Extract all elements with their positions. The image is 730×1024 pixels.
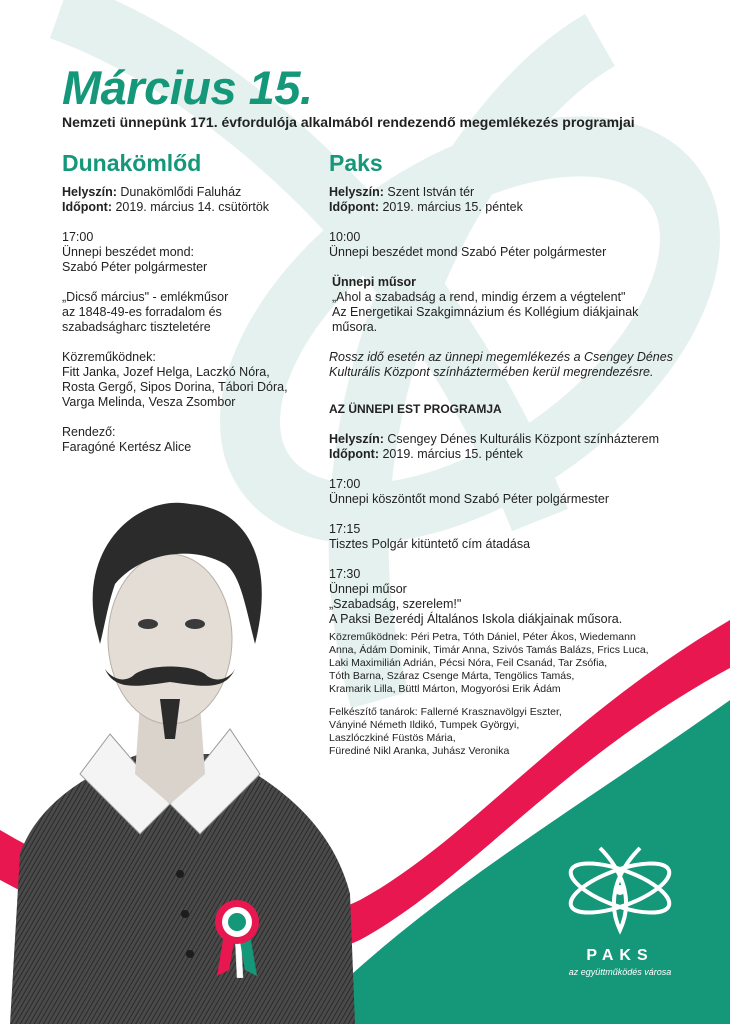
brand-name: PAKS: [586, 947, 654, 964]
left-rendezo-label: Rendező:: [62, 425, 116, 439]
right-helyszin-label: Helyszín:: [329, 185, 384, 199]
est-time1: 17:00: [329, 477, 361, 491]
kozrem-line1: Közreműködnek: Péri Petra, Tóth Dániel, Péter Ákos, Wiedemann: [329, 631, 636, 643]
kozrem-line2: Anna, Ádám Dominik, Timár Anna, Szivós Tamás Balázs, Frics Luca,: [329, 644, 649, 656]
teachers-line1: Felkészítő tanárok: Fallerné Krasznavölgyi Eszter,: [329, 706, 562, 718]
left-kozrem-line2: Rosta Gergő, Sipos Dorina, Tábori Dóra,: [62, 380, 288, 394]
right-heading: Paks: [329, 150, 383, 176]
est-idopont-label: Időpont:: [329, 447, 379, 461]
est-time2-text: Tisztes Polgár kitüntető cím átadása: [329, 537, 531, 551]
teachers-line4: Fürediné Nikl Aranka, Juhász Veronika: [329, 745, 510, 757]
page-subtitle: Nemzeti ünnepünk 171. évfordulója alkalmából rendezendő megemlékezés programjai: [62, 114, 635, 130]
right-musor-line2: Az Energetikai Szakgimnázium és Kollégium diákjainak: [332, 305, 639, 319]
left-kozrem-label: Közreműködnek:: [62, 350, 156, 364]
right-column: [329, 185, 709, 773]
est-time2: 17:15: [329, 522, 361, 536]
est-helyszin-label: Helyszín:: [329, 432, 384, 446]
right-musor-line1: „Ahol a szabadság a rend, mindig érzem a végtelent": [332, 290, 626, 304]
kozrem-line3: Laki Maximilián Adrián, Pécsi Nóra, Feil Csanád, Tar Zsófia,: [329, 657, 608, 669]
right-idopont-label: Időpont:: [329, 200, 379, 214]
right-musor-label: Ünnepi műsor: [332, 275, 417, 289]
left-column: [62, 185, 292, 470]
est-time3-line3: A Paksi Bezerédj Általános Iskola diákjainak műsora.: [329, 612, 623, 626]
rain-note-line2: Kulturális Központ színháztermében kerül megrendezésre.: [329, 365, 654, 379]
rain-note-line1: Rossz idő esetén az ünnepi megemlékezés a Csengey Dénes: [329, 350, 673, 364]
left-kozrem-line3: Varga Melinda, Vesza Zsombor: [62, 395, 236, 409]
petofi-portrait: [0, 474, 360, 1024]
est-time1-text: Ünnepi köszöntőt mond Szabó Péter polgármester: [329, 492, 610, 506]
est-time3: 17:30: [329, 567, 361, 581]
left-helyszin-label: Helyszín:: [62, 185, 117, 199]
right-time: 10:00: [329, 230, 361, 244]
est-time3-line1: Ünnepi műsor: [329, 582, 407, 596]
right-speech: Ünnepi beszédet mond Szabó Péter polgármester: [329, 245, 607, 259]
kozrem-line5: Kramarik Lilla, Büttl Márton, Mogyorósi Erik Ádám: [329, 683, 561, 695]
est-time3-line2: „Szabadság, szerelem!": [329, 597, 462, 611]
est-title: AZ ÜNNEPI EST PROGRAMJA: [329, 402, 502, 416]
left-show-line3: szabadságharc tiszteletére: [62, 320, 211, 334]
teachers-line2: Ványiné Németh Ildikó, Tumpek Györgyi,: [329, 719, 520, 731]
cockade-icon: [211, 898, 263, 978]
kozrem-line4: Tóth Barna, Száraz Csenge Márta, Tengölics Tamás,: [329, 670, 575, 682]
left-idopont-label: Időpont:: [62, 200, 112, 214]
left-heading: Dunakömlőd: [62, 150, 202, 176]
right-helyszin: Szent István tér: [387, 185, 475, 199]
est-idopont: 2019. március 15. péntek: [382, 447, 523, 461]
left-speech-line1: Ünnepi beszédet mond:: [62, 245, 195, 259]
left-show-line2: az 1848-49-es forradalom és: [62, 305, 222, 319]
left-kozrem-line1: Fitt Janka, Jozef Helga, Laczkó Nóra,: [62, 365, 270, 379]
right-idopont: 2019. március 15. péntek: [382, 200, 523, 214]
left-show-line1: „Dicső március" - emlékműsor: [62, 290, 229, 304]
right-musor-line3: műsora.: [332, 320, 378, 334]
est-helyszin: Csengey Dénes Kulturális Központ színházterem: [387, 432, 660, 446]
brand-tagline: az együttműködés városa: [568, 967, 672, 977]
left-speech-line2: Szabó Péter polgármester: [62, 260, 208, 274]
left-rendezo: Faragóné Kertész Alice: [62, 440, 192, 454]
left-helyszin: Dunakömlődi Faluház: [120, 185, 242, 199]
paks-logo-icon: [560, 838, 680, 938]
page-title: Március 15.: [62, 61, 313, 114]
left-time: 17:00: [62, 230, 94, 244]
teachers-line3: Laszlóczkiné Füstös Mária,: [329, 732, 456, 744]
left-idopont: 2019. március 14. csütörtök: [115, 200, 270, 214]
